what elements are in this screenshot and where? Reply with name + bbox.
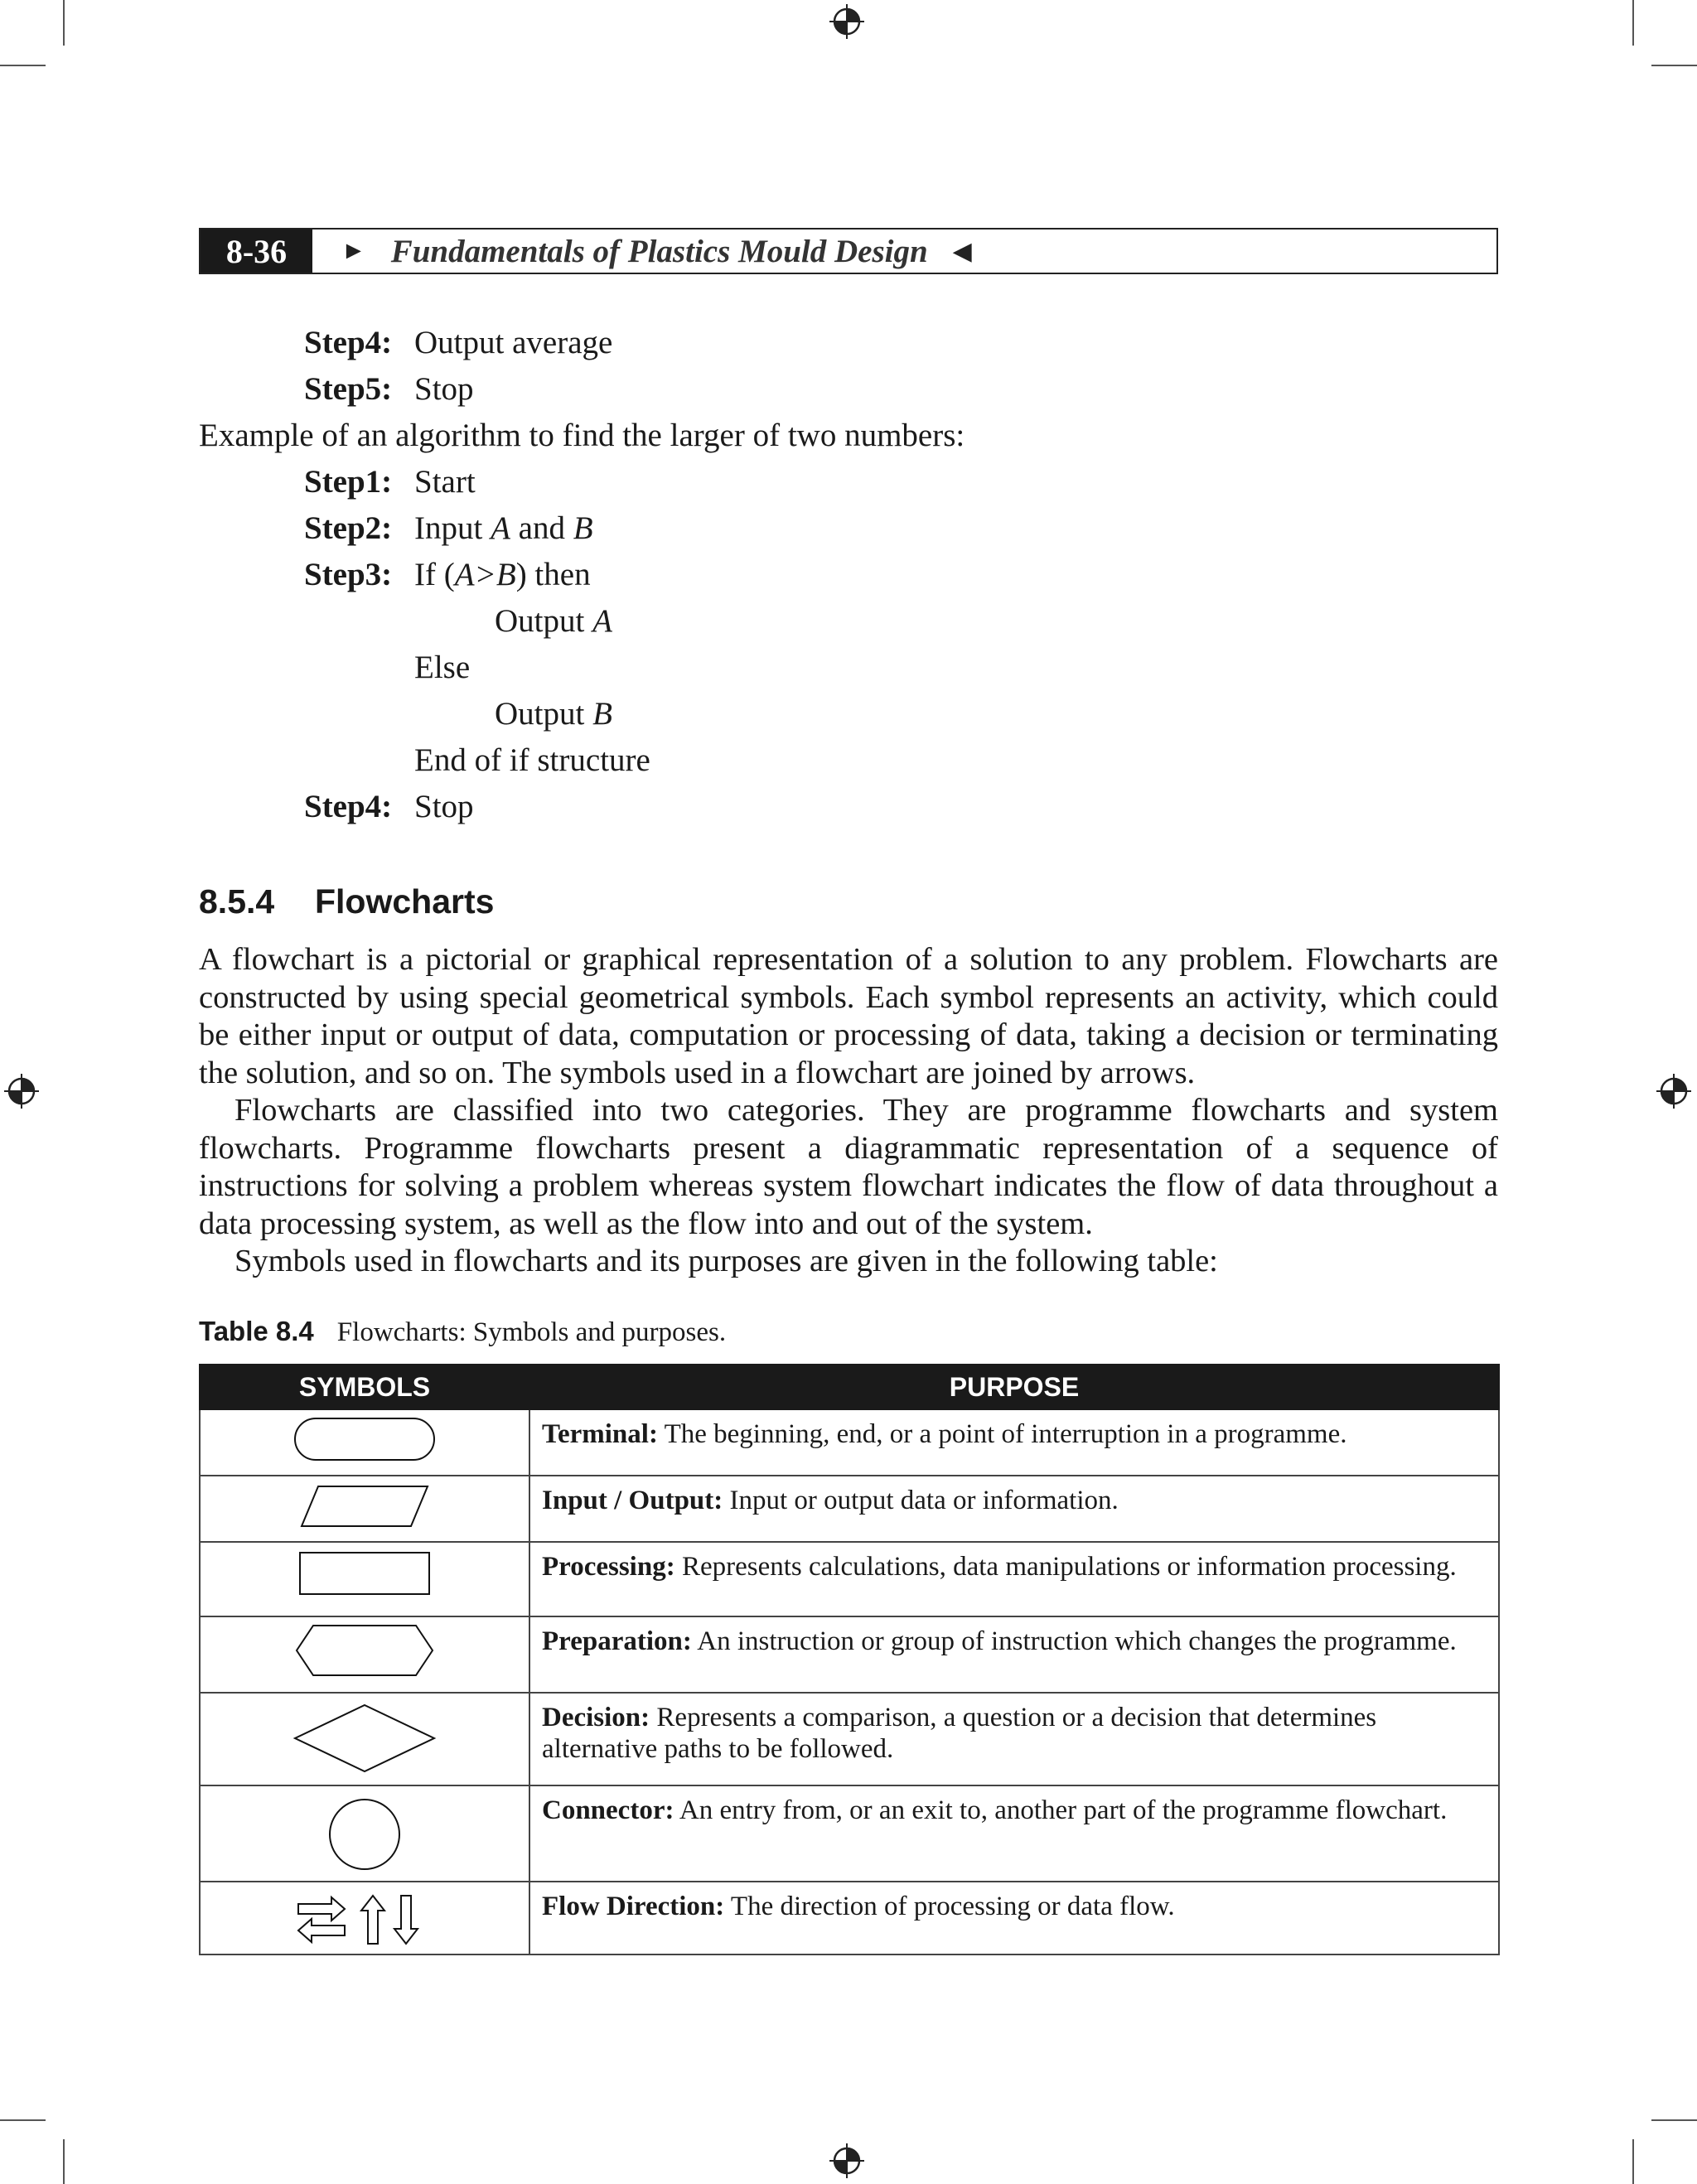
registration-mark-icon	[828, 2, 866, 41]
purpose-cell	[529, 1693, 1499, 1785]
registration-mark-icon	[1655, 1072, 1693, 1110]
step-label: Step4:	[304, 789, 393, 824]
triangle-right-icon: ►	[341, 237, 366, 264]
paragraph: Flowcharts are classified into two categories. They are programme flowcharts and system flowcharts. Programme flowcharts present a diagrammatic representation of a sequence of instructions for solving a problem whereas system flowchart indicates the flow of data throughout a data processing system, as well as the flow into and out of the system.	[199, 1093, 1498, 1241]
symbol-description: The beginning, end, or a point of interruption in a programme.	[657, 1419, 1347, 1449]
step-label: Step3:	[304, 557, 393, 592]
algorithm-intro: Example of an algorithm to find the larger of two numbers:	[199, 418, 965, 453]
table-caption	[199, 1316, 726, 1348]
step-text: Stop	[414, 789, 474, 824]
crop-mark	[1632, 2139, 1634, 2184]
else-line: Else	[414, 650, 471, 685]
book-title-bar	[341, 230, 997, 273]
crop-mark	[0, 65, 46, 66]
crop-mark	[1651, 65, 1697, 66]
section-heading	[199, 882, 494, 921]
terminal-symbol-icon	[282, 1410, 447, 1468]
purpose-cell	[529, 1616, 1499, 1693]
table-row	[200, 1542, 1499, 1616]
symbol-cell	[200, 1476, 529, 1542]
book-title: Fundamentals of Plastics Mould Design	[390, 233, 928, 269]
step-text: Output average	[414, 325, 613, 360]
symbol-description: An instruction or group of instruction which changes the programme.	[691, 1626, 1457, 1656]
table-row	[200, 1616, 1499, 1693]
step-label: Step2:	[304, 510, 393, 546]
crop-mark	[0, 2119, 46, 2121]
symbol-term: Flow Direction:	[542, 1892, 725, 1921]
column-header-symbols: SYMBOLS	[200, 1365, 529, 1409]
table-caption-text: Flowcharts: Symbols and purposes.	[336, 1317, 727, 1347]
symbol-term: Processing:	[542, 1552, 675, 1582]
registration-mark-icon	[2, 1072, 41, 1110]
input-output-symbol-icon	[282, 1476, 447, 1534]
symbol-term: Decision:	[542, 1703, 650, 1732]
column-header-purpose: PURPOSE	[529, 1365, 1499, 1409]
end-if-line: End of if structure	[414, 742, 650, 778]
purpose-cell	[529, 1409, 1499, 1476]
paragraph: Symbols used in flowcharts and its purposes are given in the following table:	[234, 1244, 1218, 1278]
symbol-description: Represents calculations, data manipulations or information processing.	[674, 1552, 1457, 1582]
symbol-term: Input / Output:	[542, 1486, 723, 1515]
step-label: Step1:	[304, 464, 393, 500]
crop-mark	[1632, 0, 1634, 46]
purpose-cell	[529, 1542, 1499, 1616]
symbol-description: An entry from, or an exit to, another part of the programme flowchart.	[674, 1795, 1448, 1825]
section-title: Flowcharts	[315, 882, 495, 920]
symbol-term: Connector:	[542, 1795, 674, 1825]
symbol-cell	[200, 1409, 529, 1476]
symbol-term: Terminal:	[542, 1419, 658, 1449]
registration-mark-icon	[828, 2142, 866, 2180]
symbols-table	[199, 1364, 1500, 1955]
table-row	[200, 1785, 1499, 1882]
processing-symbol-icon	[282, 1543, 447, 1601]
crop-mark	[1651, 2119, 1697, 2121]
flow-direction-arrows-icon	[282, 1882, 447, 1952]
crop-mark	[63, 0, 65, 46]
symbol-term: Preparation:	[542, 1626, 692, 1656]
symbol-cell	[200, 1693, 529, 1785]
table-caption-label: Table 8.4	[199, 1316, 314, 1346]
connector-symbol-icon	[282, 1786, 447, 1879]
step-text: Stop	[414, 371, 474, 407]
table-row	[200, 1409, 1499, 1476]
paragraph: A flowchart is a pictorial or graphical representation of a solution to any problem. Flowcharts are constructed by using special geometrical symbols. Each symbol represents an activity, which could be either input or output of data, computation or processing of data, taking a decision or terminating the solution, and so on. The symbols used in a flowchart are joined by arrows.	[199, 942, 1498, 1090]
symbol-description: The direction of processing or data flow.	[724, 1892, 1175, 1921]
purpose-cell	[529, 1785, 1499, 1882]
purpose-cell	[529, 1476, 1499, 1542]
table-row	[200, 1882, 1499, 1954]
triangle-left-icon: ◀	[952, 237, 972, 265]
step-text: Input A and B	[414, 510, 593, 546]
crop-mark	[63, 2139, 65, 2184]
symbol-cell	[200, 1882, 529, 1954]
symbol-cell	[200, 1785, 529, 1882]
step-text: Start	[414, 464, 476, 500]
preparation-symbol-icon	[282, 1617, 447, 1684]
table-header-row	[200, 1365, 1499, 1409]
section-number: 8.5.4	[199, 882, 275, 920]
table-row	[200, 1476, 1499, 1542]
page-number: 8-36	[201, 230, 312, 273]
purpose-cell	[529, 1882, 1499, 1954]
step-text: If (A>B) then	[414, 557, 591, 592]
step-label: Step4:	[304, 325, 393, 360]
symbol-description: Input or output data or information.	[723, 1486, 1119, 1515]
output-a-line: Output A	[495, 603, 612, 639]
symbol-cell	[200, 1616, 529, 1693]
step-label: Step5:	[304, 371, 393, 407]
running-header	[199, 228, 1498, 274]
output-b-line: Output B	[495, 696, 612, 732]
symbol-cell	[200, 1542, 529, 1616]
symbol-description: Represents a comparison, a question or a decision that determines alternative paths to be followed.	[542, 1703, 1377, 1764]
decision-symbol-icon	[282, 1694, 447, 1780]
table-row	[200, 1693, 1499, 1785]
